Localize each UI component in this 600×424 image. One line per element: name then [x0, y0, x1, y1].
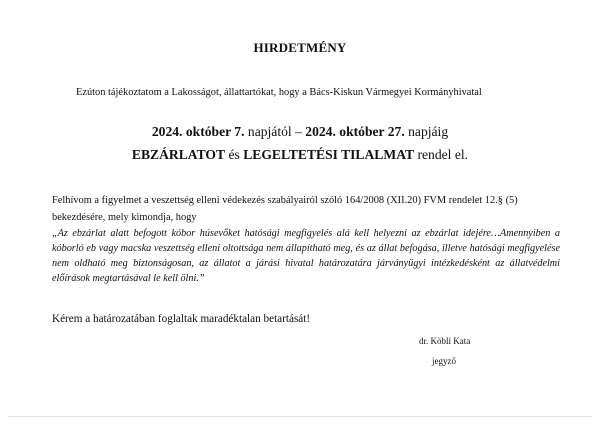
regulation-quote: „Az ebzárlat alatt befogott kóbor húsevőket hatósági megfigyelés alá kell helyezni az ebzárlat idejére…Amennyiben a kóborló eb vagy macska veszettség elleni oltottsága nem állapítható meg, és az állat befogása, illetve hatósági megfigyelése nem oldható meg biztonságosan, az állatot a járási hivatal határozatára járványügyi intézkedésként az állatvédelmi előírások megtartásával le kell ölni.”	[52, 228, 560, 284]
ban-decree-line	[0, 147, 600, 163]
ban-first: EBZÁRLATOT	[131, 147, 226, 162]
start-date: 2024. október 7.	[151, 124, 245, 139]
closing-request: Kérem a határozatában foglaltak maradéktalan betartását!	[52, 313, 311, 325]
document-title: HIRDETMÉNY	[253, 40, 347, 55]
intro-text: Ezúton tájékoztatom a Lakosságot, állattartókat, hogy a Bács-Kiskun Vármegyei Kormányhivatal	[76, 87, 482, 98]
ban-period-line	[0, 124, 600, 140]
end-date: 2024. október 27.	[305, 124, 405, 139]
signer-name: dr. Köbli Kata	[419, 336, 471, 346]
ban-and-word: és	[225, 147, 244, 162]
from-word: napjától –	[244, 124, 306, 139]
page-bottom-divider	[8, 416, 592, 417]
until-word: napjáig	[404, 124, 449, 139]
ban-second: LEGELTETÉSI TILALMAT	[243, 147, 415, 162]
signer-role: jegyző	[432, 356, 456, 366]
regulation-reference: Felhívom a figyelmet a veszettség elleni védekezés szabályairól szóló 164/2008 (XII.20) FVM rendelet 12.§ (5) bekezdésére, mely kimondja, hogy	[52, 195, 518, 223]
ban-tail: rendel el.	[414, 147, 469, 162]
